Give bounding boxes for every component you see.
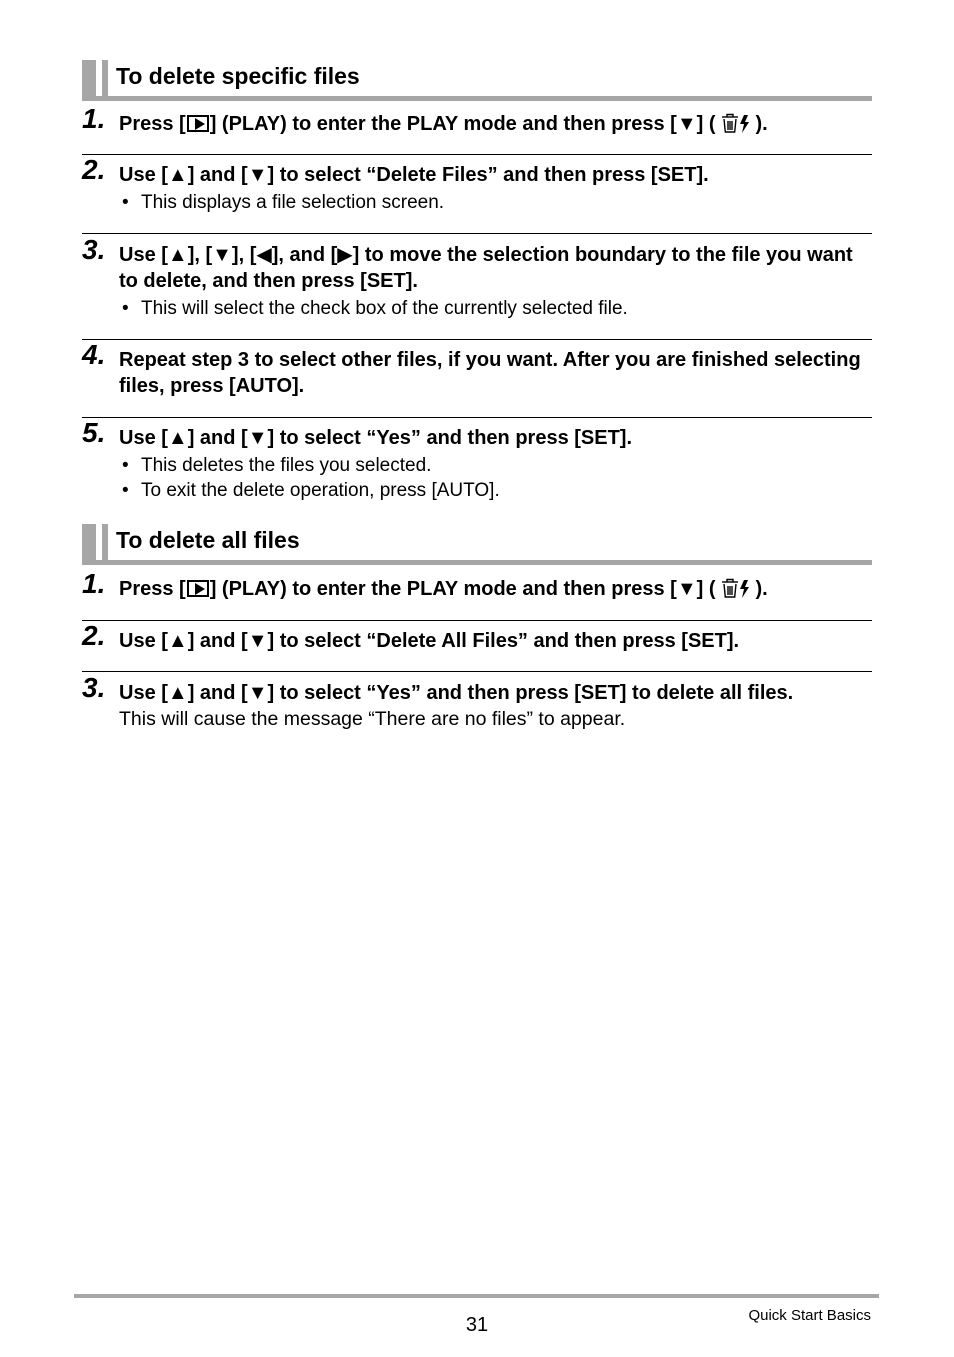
step-divider (82, 620, 872, 621)
step-number: 5. (82, 417, 106, 448)
heading-bar (82, 60, 96, 96)
step (82, 154, 872, 215)
step-text: Press [ ] (PLAY) to enter the PLAY mode and then press [▼] ( ). (119, 578, 768, 600)
step-text: Use [▲], [▼], [◀], and [▶] to move the selection boundary to the file you want to delete, and then press [SET]. (119, 244, 853, 292)
step (82, 103, 872, 137)
step-divider (82, 671, 872, 672)
footer-divider (74, 1294, 879, 1298)
list-item: • This will select the check box of the currently selected file. (122, 296, 872, 321)
step-text: Use [▲] and [▼] to select “Yes” and then press [SET] to delete all files. (119, 682, 794, 704)
play-button-icon (187, 115, 209, 132)
page-number: 31 (465, 1314, 489, 1336)
bullet-list (122, 190, 872, 215)
step-divider (82, 233, 872, 234)
step-number: 4. (82, 339, 106, 370)
step-note: This will cause the message “There are no files” to appear. (119, 708, 626, 730)
step-number: 1. (82, 103, 106, 134)
heading-bar (82, 524, 96, 560)
step-text: Use [▲] and [▼] to select “Yes” and then press [SET]. (119, 427, 633, 449)
list-item: • This displays a file selection screen. (122, 190, 872, 215)
trash-flash-icon (716, 111, 756, 135)
step (82, 417, 872, 503)
step-text: Use [▲] and [▼] to select “Delete All Files” and then press [SET]. (119, 630, 740, 652)
section-heading (82, 60, 872, 101)
heading-bar (102, 60, 108, 96)
list-item: • This deletes the files you selected. (122, 453, 872, 478)
step-number: 3. (82, 234, 106, 265)
section-heading (82, 524, 872, 565)
step (82, 234, 872, 321)
list-item: • To exit the delete operation, press [AUTO]. (122, 478, 872, 503)
step (82, 568, 872, 602)
step-text: Repeat step 3 to select other files, if you want. After you are finished selecting files, press [AUTO]. (119, 349, 861, 397)
section-title: To delete all files (116, 527, 300, 553)
step (82, 620, 872, 654)
step-text: Press [ ] (PLAY) to enter the PLAY mode and then press [▼] ( ). (119, 113, 768, 135)
step-text: Use [▲] and [▼] to select “Delete Files” and then press [SET]. (119, 164, 709, 186)
play-button-icon (187, 580, 209, 597)
bullet-list (122, 453, 872, 503)
trash-flash-icon (716, 576, 756, 600)
step (82, 672, 872, 732)
step-divider (82, 154, 872, 155)
step-number: 2. (82, 620, 106, 651)
section-title: To delete specific files (116, 63, 360, 89)
bullet-list (122, 296, 872, 321)
step-number: 2. (82, 154, 106, 185)
heading-bar (102, 524, 108, 560)
footer-section-label: Quick Start Basics (748, 1307, 871, 1324)
step-number: 3. (82, 672, 106, 703)
step-number: 1. (82, 568, 106, 599)
step (82, 339, 872, 399)
step-divider (82, 339, 872, 340)
step-divider (82, 417, 872, 418)
